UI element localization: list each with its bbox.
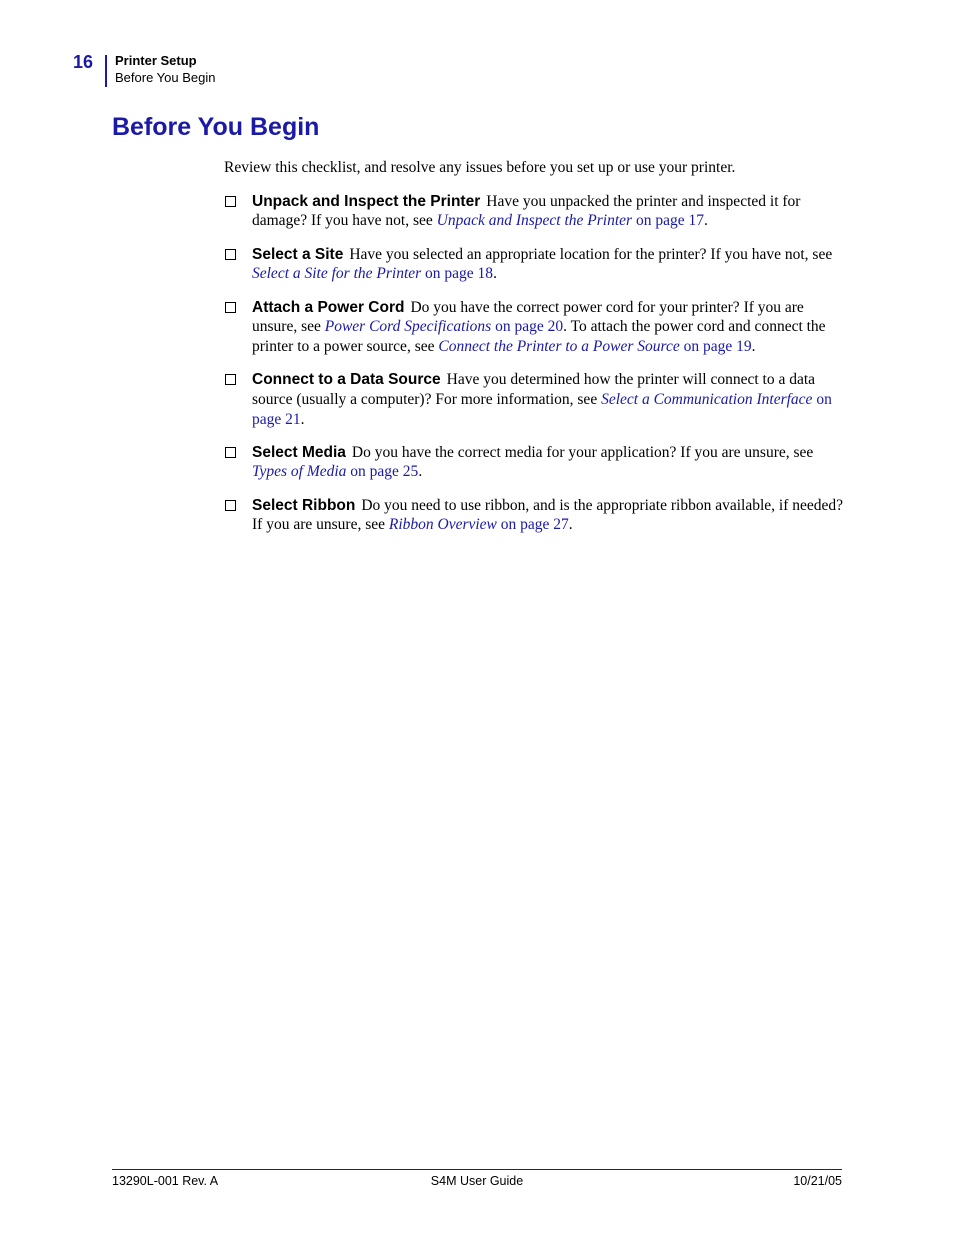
header-divider xyxy=(105,55,107,87)
checkbox-icon xyxy=(225,374,236,385)
link-ribbon-overview[interactable]: Ribbon Overview on page 27 xyxy=(388,516,569,534)
item-text: Have you unpacked the printer and inspected it for damage? If you have not, see xyxy=(252,192,801,230)
item-lead: Select Media xyxy=(252,443,346,461)
checklist-item-power-cord: Attach a Power Cord Do you have the correct power cord for your printer? If you are unsure, see Power Cord Specifications on page 20. To attach the power cord and connect the printer to a power source, see Connect the Printer to a Power Source on page 19. xyxy=(224,298,844,357)
item-text: Have you selected an appropriate location for the printer? If you have not, see xyxy=(349,245,833,263)
header-section: Before You Begin xyxy=(115,70,216,85)
checkbox-icon xyxy=(225,447,236,458)
link-types-of-media[interactable]: Types of Media on page 25 xyxy=(252,463,419,481)
document-body xyxy=(224,158,844,549)
item-text: . To attach the power cord and connect the printer to a power source, see xyxy=(252,318,826,355)
footer-date: 10/21/05 xyxy=(793,1174,842,1188)
item-text: Do you have the correct media for your application? If you are unsure, see xyxy=(351,443,814,461)
item-lead: Attach a Power Cord xyxy=(252,298,405,316)
item-lead: Unpack and Inspect the Printer xyxy=(252,192,481,210)
link-communication-interface[interactable]: Select a Communication Interface on page 21 xyxy=(252,390,832,428)
item-text: Do you have the correct power cord for your printer? If you are unsure, see xyxy=(252,298,804,336)
item-lead: Connect to a Data Source xyxy=(252,371,441,389)
footer-guide-title: S4M User Guide xyxy=(430,1174,524,1188)
checklist-item-select-site: Select a Site Have you selected an appropriate location for the printer? If you have not, see Select a Site for the Printer on page 18. xyxy=(224,245,844,284)
checkbox-icon xyxy=(225,196,236,207)
header-breadcrumb xyxy=(115,52,215,86)
intro-paragraph: Review this checklist, and resolve any issues before you set up or use your printer. xyxy=(224,159,736,176)
link-power-cord-specs[interactable]: Power Cord Specifications on page 20 xyxy=(324,318,564,336)
checklist-item-select-ribbon: Select Ribbon Do you need to use ribbon, and is the appropriate ribbon available, if needed? If you are unsure, see Ribbon Overview on page 27. xyxy=(224,496,844,535)
header-chapter: Printer Setup xyxy=(115,53,197,68)
footer-doc-number: 13290L-001 Rev. A xyxy=(112,1174,219,1188)
checkbox-icon xyxy=(225,302,236,313)
item-lead: Select Ribbon xyxy=(252,496,356,514)
item-text: Do you need to use ribbon, and is the appropriate ribbon available, if needed? If you are unsure, see xyxy=(252,496,843,534)
item-text: Have you determined how the printer will connect to a data source (usually a computer)? For more information, see xyxy=(252,371,816,408)
checklist-item-unpack: Unpack and Inspect the Printer Have you unpacked the printer and inspected it for damage? If you have not, see Unpack and Inspect the Printer on page 17. xyxy=(224,192,844,231)
checkbox-icon xyxy=(225,500,236,511)
link-select-site[interactable]: Select a Site for the Printer on page 18 xyxy=(252,265,494,283)
checkbox-icon xyxy=(225,249,236,260)
item-lead: Select a Site xyxy=(252,245,344,263)
footer-divider xyxy=(112,1169,842,1170)
checklist-item-select-media: Select Media Do you have the correct media for your application? If you are unsure, see Types of Media on page 25. xyxy=(224,443,844,482)
page-title: Before You Begin xyxy=(112,113,320,141)
link-connect-power-source[interactable]: Connect the Printer to a Power Source on page 19 xyxy=(438,337,752,355)
page-number: 16 xyxy=(73,52,94,72)
link-unpack-inspect[interactable]: Unpack and Inspect the Printer on page 17 xyxy=(436,212,704,230)
checklist-item-data-source: Connect to a Data Source Have you determined how the printer will connect to a data source (usually a computer)? For more information, see Select a Communication Interface on page 21. xyxy=(224,370,844,429)
